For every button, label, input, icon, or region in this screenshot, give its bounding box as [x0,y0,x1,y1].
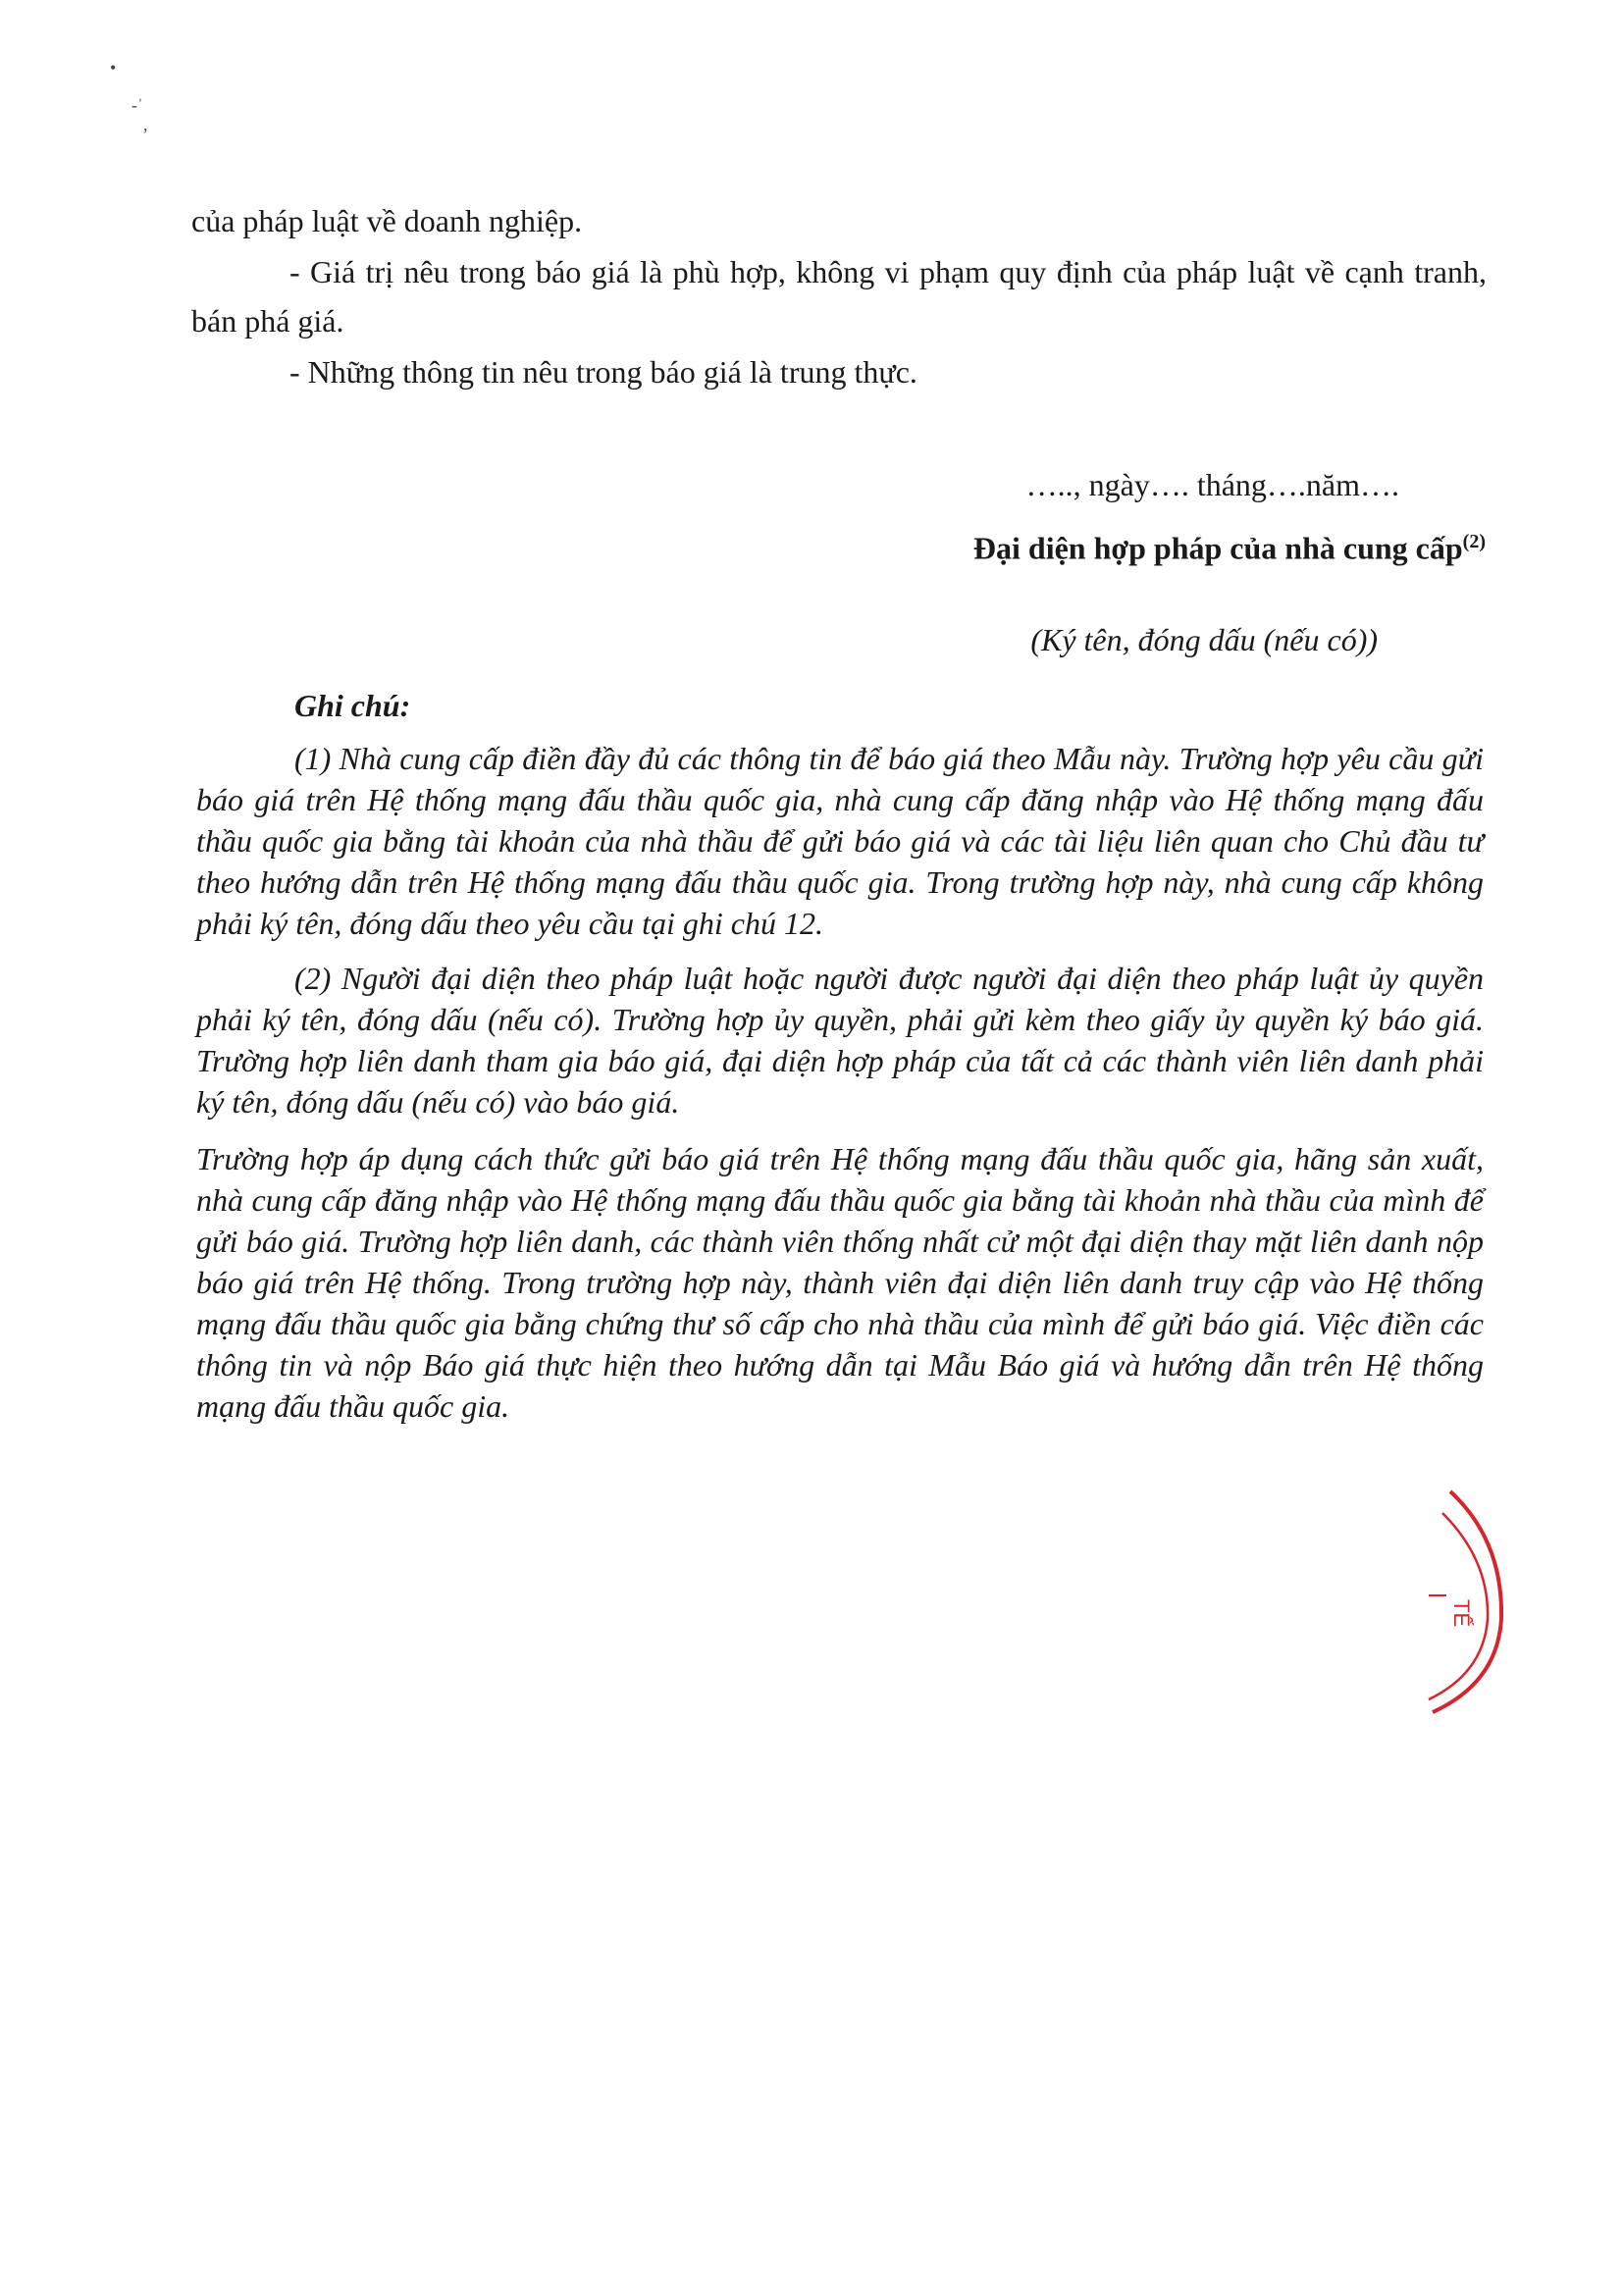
commitment-pricing: - Giá trị nêu trong báo giá là phù hợp, không vi phạm quy định của pháp luật về cạnh tranh, bán phá giá. [191,254,1487,339]
note-item-1: (1) Nhà cung cấp điền đầy đủ các thông tin để báo giá theo Mẫu này. Trường hợp yêu cầu gửi báo giá trên Hệ thống mạng đấu thầu quốc gia, nhà cung cấp đăng nhập vào Hệ thống mạng đấu thầu quốc gia bằng tài khoản của nhà thầu để gửi báo giá và các tài liệu liên quan cho Chủ đầu tư theo hướng dẫn trên Hệ thống mạng đấu thầu quốc gia. Trong trường hợp này, nhà cung cấp không phải ký tên, đóng dấu theo yêu cầu tại ghi chú 12. [196,741,1484,941]
stamp-fragment [1393,1472,1511,1727]
commitment-truthful: - Những thông tin nêu trong báo giá là trung thực. [289,354,917,390]
sign-instruction: (Ký tên, đóng dấu (nếu có)) [1030,622,1378,657]
note-extra: Trường hợp áp dụng cách thức gửi báo giá trên Hệ thống mạng đấu thầu quốc gia, hãng sản xuất, nhà cung cấp đăng nhập vào Hệ thống mạng đấu thầu quốc gia bằng tài khoản nhà thầu của mình để gửi báo giá. Trường hợp liên danh, các thành viên thống nhất cử một đại diện thay mặt liên danh nộp báo giá trên Hệ thống. Trong trường hợp này, thành viên đại diện liên danh truy cập vào Hệ thống mạng đấu thầu quốc gia bằng chứng thư số cấp cho nhà thầu của mình để gửi báo giá. Việc điền các thông tin và nộp Báo giá thực hiện theo hướng dẫn tại Mẫu Báo giá và hướng dẫn trên Hệ thống mạng đấu thầu quốc gia. [196,1141,1484,1424]
representative-label: Đại diện hợp pháp của nhà cung cấp [972,530,1463,566]
stamp-text: TẾ [1449,1599,1474,1628]
notes-title: Ghi chú: [294,688,411,723]
scan-speck: -ˈ [131,95,143,115]
intro-continuation: của pháp luật về doanh nghiệp. [191,203,583,238]
representative-note-ref: (2) [1462,531,1486,552]
date-line: ….., ngày…. tháng….năm…. [1025,467,1399,502]
scan-speck: , [143,115,148,134]
representative-title [973,520,1486,570]
scan-speck: • [110,58,117,78]
note-item-2: (2) Người đại diện theo pháp luật hoặc người được người đại diện theo pháp luật ủy quyền phải ký tên, đóng dấu (nếu có). Trường hợp ủy quyền, phải gửi kèm theo giấy ủy quyền ký báo giá. Trường hợp liên danh tham gia báo giá, đại diện hợp pháp của tất cả các thành viên liên danh phải ký tên, đóng dấu (nếu có) vào báo giá. [196,961,1484,1120]
